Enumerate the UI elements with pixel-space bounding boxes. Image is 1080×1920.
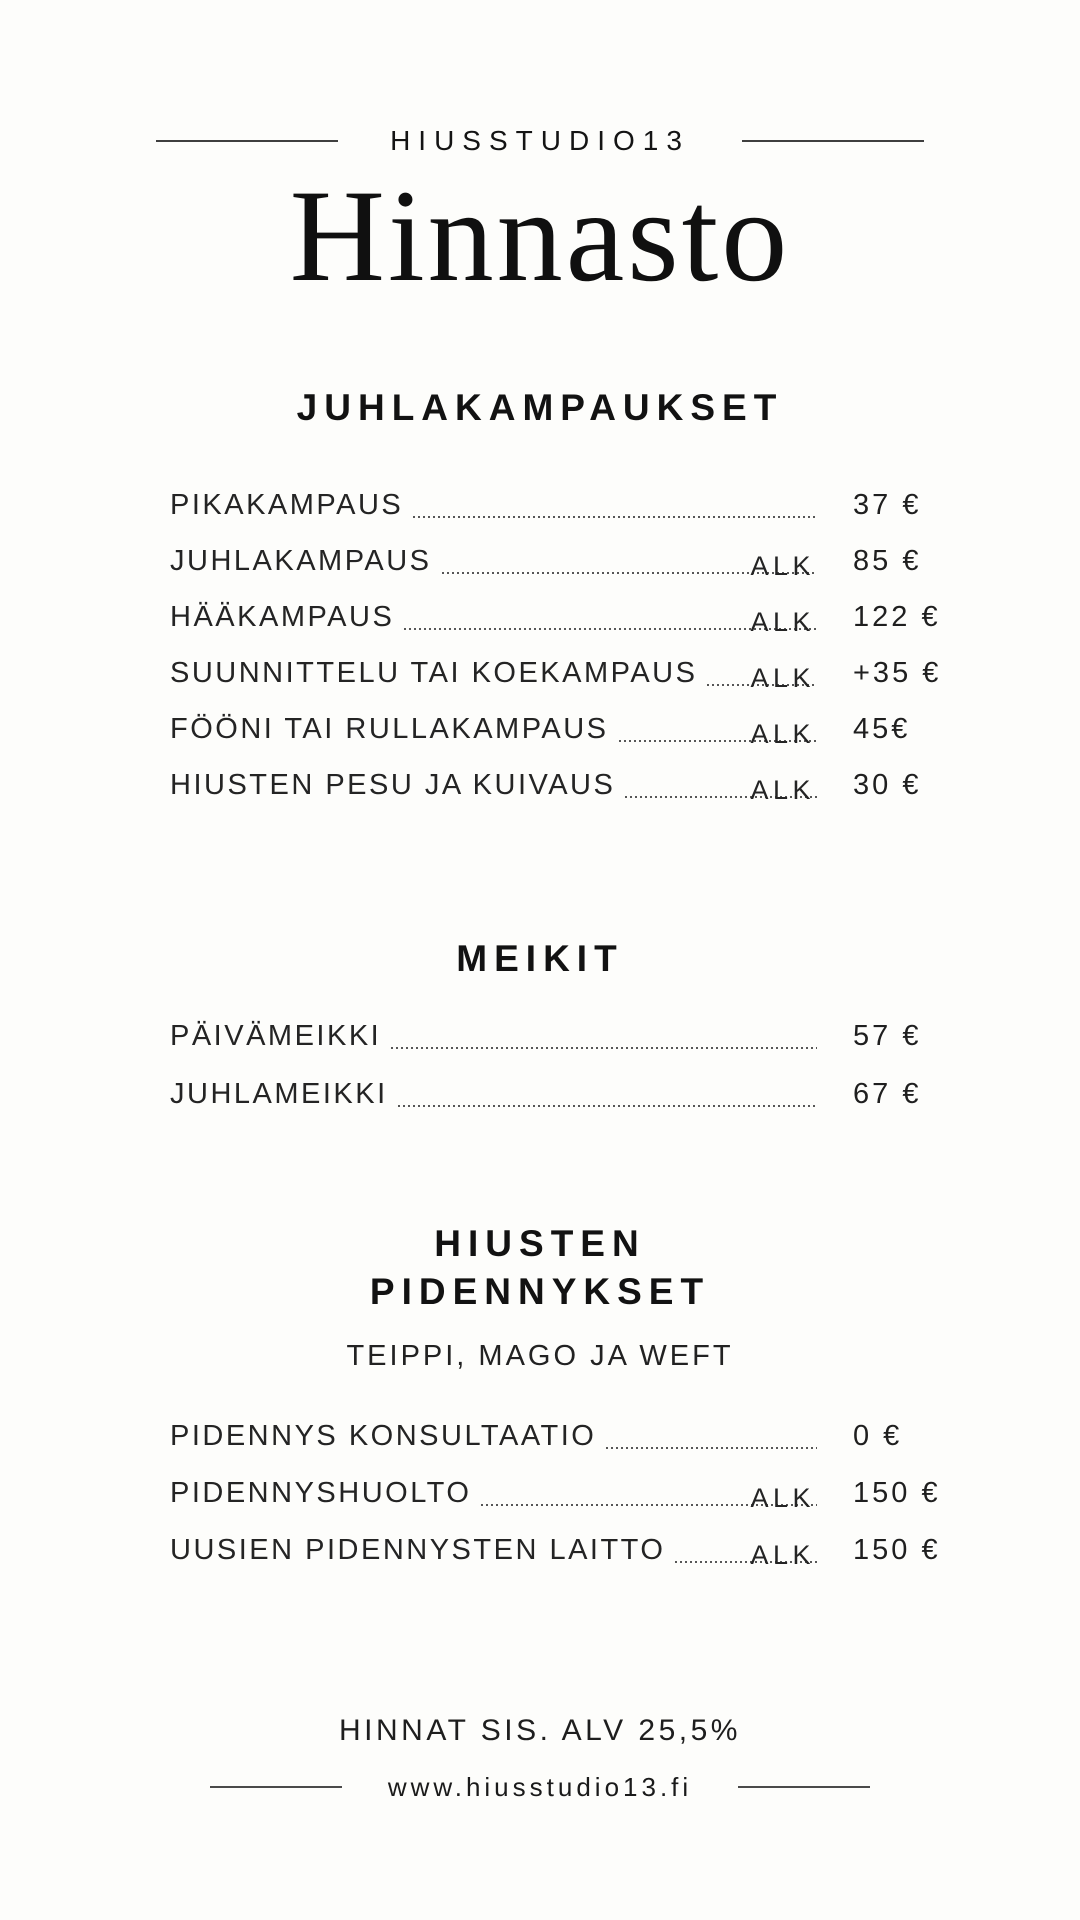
brand-header [0,0,1080,157]
item-label: FÖÖNI TAI RULLAKAMPAUS [170,712,609,745]
alk-label: ALK [750,1482,815,1513]
item-label: UUSIEN PIDENNYSTEN LAITTO [170,1533,666,1566]
section-heading-line: MEIKIT [456,937,624,979]
alk-label: ALK [750,662,815,693]
price-row [170,656,948,691]
header-right-rule [742,140,924,142]
price-row [170,768,948,803]
footer [0,1714,1080,1803]
header-left-rule [156,140,338,142]
dotted-leader [398,1105,817,1107]
item-label: JUHLAKAMPAUS [170,544,432,577]
price-row [170,600,948,635]
price-row [170,1019,948,1054]
item-price: 67 € [853,1077,922,1110]
section-heading [0,1220,1080,1316]
dotted-leader [625,774,817,805]
price-row [170,1476,948,1511]
item-price: 85 € [853,544,922,577]
price-row [170,544,948,579]
dotted-leader [619,718,817,749]
item-price: 37 € [853,488,922,521]
footer-right-rule [738,1786,870,1788]
price-list [170,488,948,803]
item-price: 150 € [853,1476,941,1509]
dotted-leader [391,1047,817,1049]
item-price: 57 € [853,1019,922,1052]
section-heading [0,384,1080,432]
item-label: HIUSTEN PESU JA KUIVAUS [170,768,616,801]
item-label: HÄÄKAMPAUS [170,600,395,633]
price-row [170,712,948,747]
alk-label: ALK [750,606,815,637]
item-price: 122 € [853,600,941,633]
price-row [170,488,948,523]
dotted-leader [481,1482,817,1513]
dotted-leader [707,662,817,693]
menu [0,384,1080,1568]
alk-label: ALK [750,1539,815,1570]
website-row [0,1772,1080,1803]
dotted-leader [606,1447,817,1449]
menu-section [0,1220,1080,1568]
section-heading [0,935,1080,983]
website-url: www.hiusstudio13.fi [387,1771,693,1802]
item-price: 30 € [853,768,922,801]
price-list [170,1419,948,1568]
dotted-leader [675,1539,817,1570]
menu-section [0,384,1080,803]
section-heading-line: HIUSTEN [434,1222,646,1264]
section-heading-line: JUHLAKAMPAUKSET [296,386,784,428]
dotted-leader [442,550,817,581]
item-label: JUHLAMEIKKI [170,1077,388,1110]
dotted-leader [404,606,817,637]
price-row [170,1419,948,1454]
page-title: Hinnasto [289,162,791,309]
item-label: SUUNNITTELU TAI KOEKAMPAUS [170,656,698,689]
item-price: 45€ [853,712,911,745]
section-heading-line: PIDENNYKSET [369,1270,711,1312]
alk-label: ALK [750,550,815,581]
dotted-leader [413,516,817,518]
item-label: PIKAKAMPAUS [170,488,404,521]
item-price: 0 € [853,1419,903,1452]
price-row [170,1533,948,1568]
brand-name: HIUSSTUDIO13 [390,125,690,156]
item-price: +35 € [853,656,942,689]
item-price: 150 € [853,1533,941,1566]
price-list [170,1019,948,1112]
item-label: PÄIVÄMEIKKI [170,1019,382,1052]
section-subheading: TEIPPI, MAGO JA WEFT [346,1339,734,1372]
item-label: PIDENNYSHUOLTO [170,1476,472,1509]
alk-label: ALK [750,718,815,749]
item-label: PIDENNYS KONSULTAATIO [170,1419,597,1452]
price-row [170,1077,948,1112]
vat-note: HINNAT SIS. ALV 25,5% [339,1713,741,1747]
footer-left-rule [210,1786,342,1788]
menu-section [0,935,1080,1112]
alk-label: ALK [750,774,815,805]
